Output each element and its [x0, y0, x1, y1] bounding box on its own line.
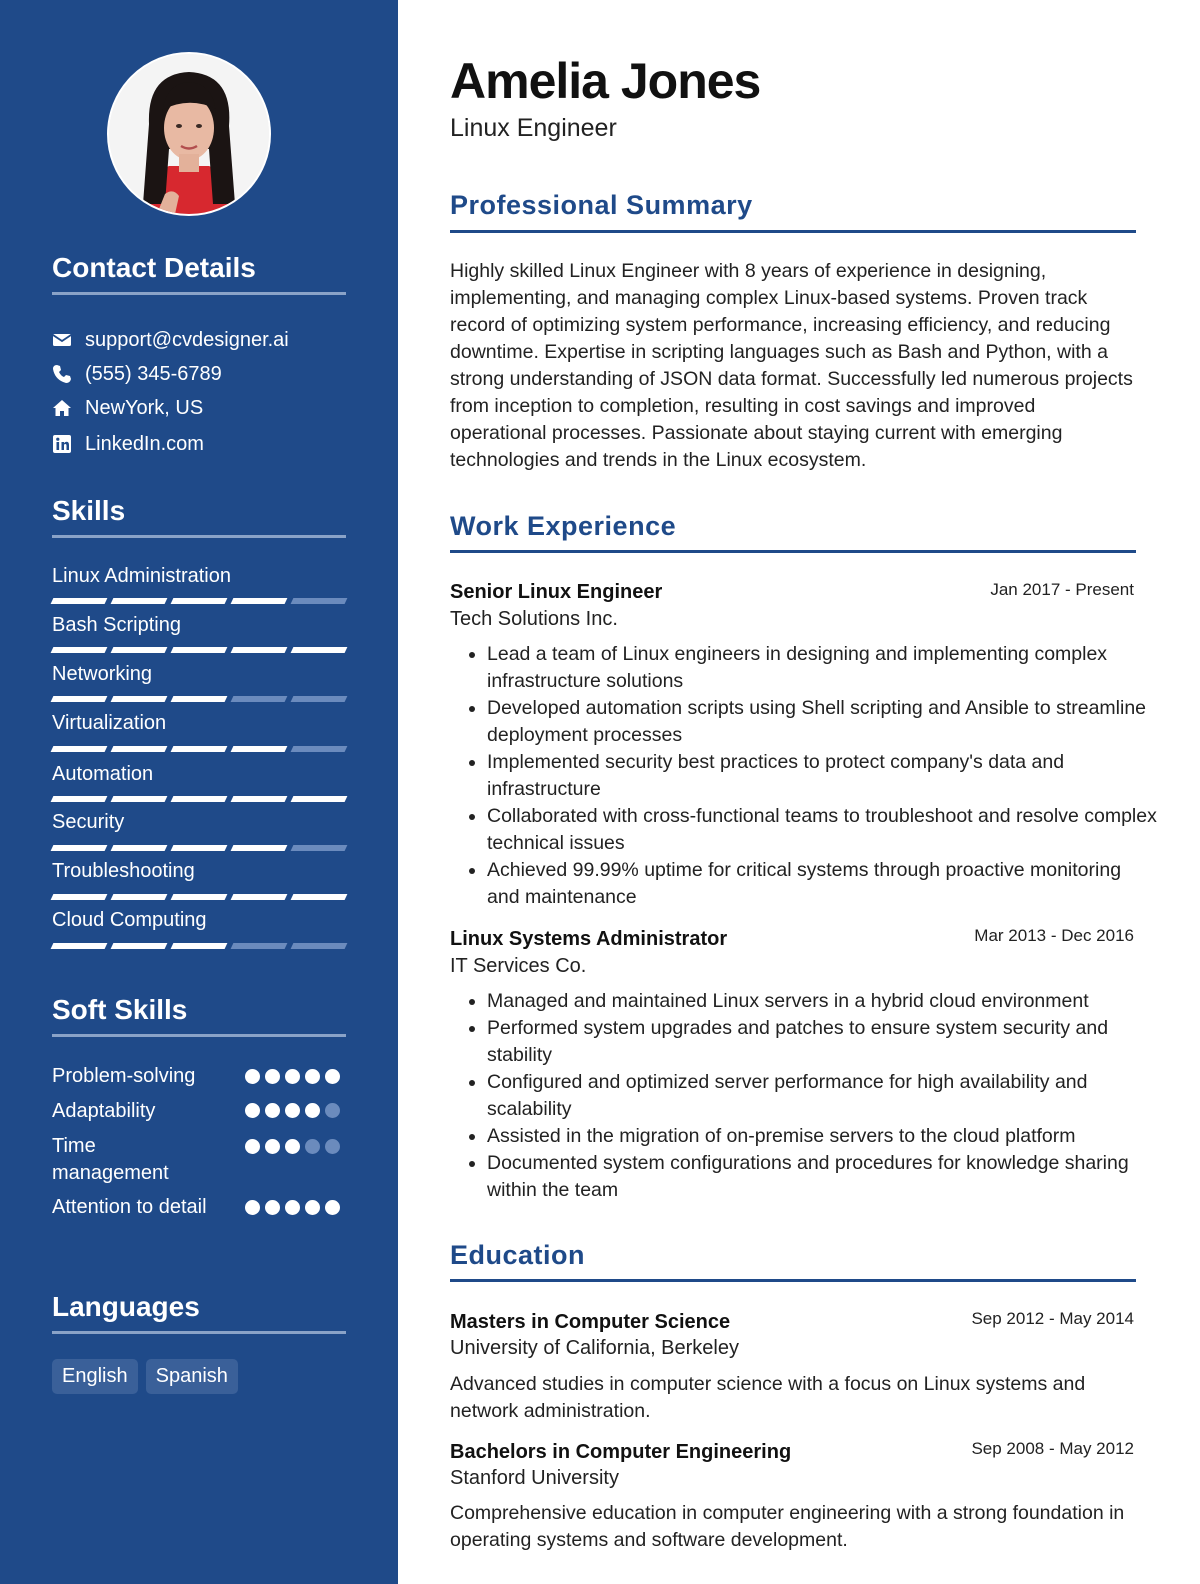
language-chip: Spanish	[146, 1359, 238, 1394]
school-name: University of California, Berkeley	[450, 1337, 739, 1359]
soft-skill-name: Problem-solving	[52, 1065, 196, 1087]
job-bullet: • Documented system configurations and procedures for knowledge sharing within the team	[487, 1150, 1157, 1204]
soft-skill-rating	[245, 1139, 345, 1154]
contact-phone-text: (555) 345-6789	[85, 362, 222, 385]
job-title: Linux Systems Administrator	[450, 928, 728, 950]
skill-segment-filled	[171, 845, 228, 851]
contact-heading: Contact Details	[52, 252, 256, 283]
job-company: Tech Solutions Inc.	[450, 608, 618, 630]
skill-segment-filled	[51, 746, 108, 752]
skills-heading: Skills	[52, 495, 126, 526]
job-bullet: • Assisted in the migration of on-premise servers to the cloud platform	[487, 1123, 1157, 1150]
candidate-name: Amelia Jones	[450, 53, 761, 109]
degree-title: Bachelors in Computer Engineering	[450, 1441, 792, 1463]
job-bullets	[466, 641, 1157, 911]
skill-name: Security	[52, 811, 125, 833]
summary-heading: Professional Summary	[450, 190, 753, 220]
soft-skills-divider	[52, 1034, 346, 1037]
skill-bar	[52, 696, 346, 702]
skill-segment-empty	[291, 845, 348, 851]
soft-skills-heading: Soft Skills	[52, 994, 188, 1025]
skill-segment-filled	[291, 796, 348, 802]
contact-location-text: NewYork, US	[85, 396, 204, 419]
skill-segment-filled	[171, 696, 228, 702]
job-bullet: • Configured and optimized server performance for high availability and scalability	[487, 1069, 1157, 1123]
home-icon	[52, 398, 72, 418]
skill-bar	[52, 746, 346, 752]
skill-name: Automation	[52, 763, 154, 785]
skill-segment-filled	[171, 943, 228, 949]
rating-dot-empty	[325, 1103, 340, 1118]
sidebar	[0, 0, 398, 1584]
rating-dot-filled	[305, 1069, 320, 1084]
rating-dot-filled	[245, 1200, 260, 1215]
contact-location	[52, 395, 203, 421]
profile-photo	[107, 52, 271, 216]
experience-divider	[450, 550, 1136, 553]
skill-bar	[52, 894, 346, 900]
skill-bar	[52, 647, 346, 653]
skill-name: Virtualization	[52, 712, 167, 734]
experience-heading: Work Experience	[450, 511, 677, 541]
rating-dot-filled	[245, 1069, 260, 1084]
soft-skill-name: Time management	[52, 1135, 169, 1184]
summary-text: Highly skilled Linux Engineer with 8 years of experience in designing, implementing, and managing complex Linux-based systems. Proven track record of optimizing system performance, increasing efficiency, and reducing downtime. Expertise in scripting languages such as Bash and Python, with a strong understanding of JSON data format. Successfully led numerous projects from inception to completion, resulting in cost savings and improved operational processes. Passionate about staying current with emerging technologies and trends in the Linux ecosystem.	[450, 260, 1133, 471]
skill-segment-filled	[291, 894, 348, 900]
job-bullet: • Lead a team of Linux engineers in designing and implementing complex infrastructure solutions	[487, 641, 1157, 695]
rating-dot-filled	[245, 1103, 260, 1118]
rating-dot-filled	[325, 1069, 340, 1084]
rating-dot-filled	[305, 1103, 320, 1118]
job-bullets	[466, 988, 1157, 1204]
job-bullet: • Implemented security best practices to protect company's data and infrastructure	[487, 749, 1157, 803]
skill-segment-filled	[231, 894, 288, 900]
languages-divider	[52, 1331, 346, 1334]
skill-segment-empty	[231, 943, 288, 949]
education-heading: Education	[450, 1240, 586, 1270]
skill-segment-filled	[111, 746, 168, 752]
skill-bar	[52, 598, 346, 604]
skill-segment-filled	[291, 647, 348, 653]
degree-title: Masters in Computer Science	[450, 1311, 731, 1333]
education-divider	[450, 1279, 1136, 1282]
skill-segment-filled	[231, 796, 288, 802]
envelope-icon	[52, 330, 72, 350]
degree-description: Comprehensive education in computer engineering with a strong foundation in operating systems and software development.	[450, 1502, 1125, 1551]
job-bullet: • Collaborated with cross-functional teams to troubleshoot and resolve complex technical issues	[487, 803, 1157, 857]
skill-segment-filled	[171, 894, 228, 900]
rating-dot-filled	[265, 1200, 280, 1215]
contact-divider	[52, 292, 346, 295]
soft-skill-rating	[245, 1103, 345, 1118]
skill-segment-filled	[231, 647, 288, 653]
skill-segment-filled	[171, 647, 228, 653]
job-bullet: • Developed automation scripts using Shell scripting and Ansible to streamline deployment processes	[487, 695, 1157, 749]
rating-dot-filled	[265, 1103, 280, 1118]
degree-dates: Sep 2012 - May 2014	[971, 1309, 1134, 1328]
skill-name: Cloud Computing	[52, 909, 207, 931]
rating-dot-filled	[285, 1103, 300, 1118]
job-dates: Jan 2017 - Present	[990, 580, 1134, 599]
skill-segment-filled	[111, 943, 168, 949]
skill-segment-filled	[51, 943, 108, 949]
skills-divider	[52, 535, 346, 538]
contact-email-text: support@cvdesigner.ai	[85, 328, 289, 351]
skill-segment-filled	[171, 746, 228, 752]
linkedin-icon	[52, 434, 72, 454]
job-bullet: • Performed system upgrades and patches to ensure system security and stability	[487, 1015, 1157, 1069]
soft-skill-name: Attention to detail	[52, 1196, 207, 1218]
language-chip: English	[52, 1359, 138, 1394]
contact-email[interactable]	[52, 327, 289, 353]
job-dates: Mar 2013 - Dec 2016	[974, 926, 1134, 945]
skill-segment-filled	[51, 647, 108, 653]
skill-segment-filled	[171, 796, 228, 802]
rating-dot-filled	[305, 1200, 320, 1215]
skill-name: Bash Scripting	[52, 614, 181, 636]
skill-segment-empty	[291, 943, 348, 949]
languages-list	[52, 1359, 246, 1394]
job-bullet: • Managed and maintained Linux servers in a hybrid cloud environment	[487, 988, 1157, 1015]
degree-dates: Sep 2008 - May 2012	[971, 1439, 1134, 1458]
job-company: IT Services Co.	[450, 955, 587, 977]
skill-segment-filled	[111, 696, 168, 702]
rating-dot-filled	[265, 1069, 280, 1084]
rating-dot-filled	[285, 1069, 300, 1084]
skill-segment-filled	[231, 598, 288, 604]
rating-dot-filled	[325, 1200, 340, 1215]
contact-linkedin[interactable]	[52, 431, 204, 457]
skill-segment-empty	[291, 746, 348, 752]
candidate-title: Linux Engineer	[450, 114, 617, 142]
skill-segment-filled	[111, 796, 168, 802]
contact-linkedin-text: LinkedIn.com	[85, 432, 204, 455]
skill-segment-empty	[291, 696, 348, 702]
rating-dot-empty	[305, 1139, 320, 1154]
skill-segment-filled	[231, 845, 288, 851]
degree-description: Advanced studies in computer science with a focus on Linux systems and network administration.	[450, 1373, 1086, 1422]
soft-skill-rating	[245, 1069, 345, 1084]
skill-segment-filled	[111, 647, 168, 653]
skill-segment-empty	[231, 696, 288, 702]
skill-segment-filled	[51, 796, 108, 802]
phone-icon	[52, 364, 72, 384]
rating-dot-filled	[245, 1139, 260, 1154]
rating-dot-filled	[285, 1139, 300, 1154]
rating-dot-empty	[325, 1139, 340, 1154]
skill-name: Troubleshooting	[52, 860, 195, 882]
skill-bar	[52, 845, 346, 851]
skill-segment-filled	[51, 894, 108, 900]
skill-segment-empty	[291, 598, 348, 604]
languages-heading: Languages	[52, 1291, 200, 1322]
summary-divider	[450, 230, 1136, 233]
job-title: Senior Linux Engineer	[450, 581, 663, 603]
soft-skill-rating	[245, 1200, 345, 1215]
skill-segment-filled	[111, 894, 168, 900]
skill-segment-filled	[231, 746, 288, 752]
avatar	[109, 54, 269, 214]
skill-bar	[52, 943, 346, 949]
school-name: Stanford University	[450, 1467, 619, 1489]
skill-segment-filled	[111, 845, 168, 851]
skill-segment-filled	[171, 598, 228, 604]
skill-segment-filled	[51, 845, 108, 851]
rating-dot-filled	[265, 1139, 280, 1154]
skill-segment-filled	[51, 696, 108, 702]
soft-skill-name: Adaptability	[52, 1100, 156, 1122]
job-bullet: • Achieved 99.99% uptime for critical systems through proactive monitoring and maintenance	[487, 857, 1157, 911]
rating-dot-filled	[285, 1200, 300, 1215]
skill-segment-filled	[51, 598, 108, 604]
skill-bar	[52, 796, 346, 802]
contact-phone[interactable]	[52, 361, 222, 387]
skill-name: Linux Administration	[52, 565, 231, 587]
skill-segment-filled	[111, 598, 168, 604]
skill-name: Networking	[52, 663, 153, 685]
